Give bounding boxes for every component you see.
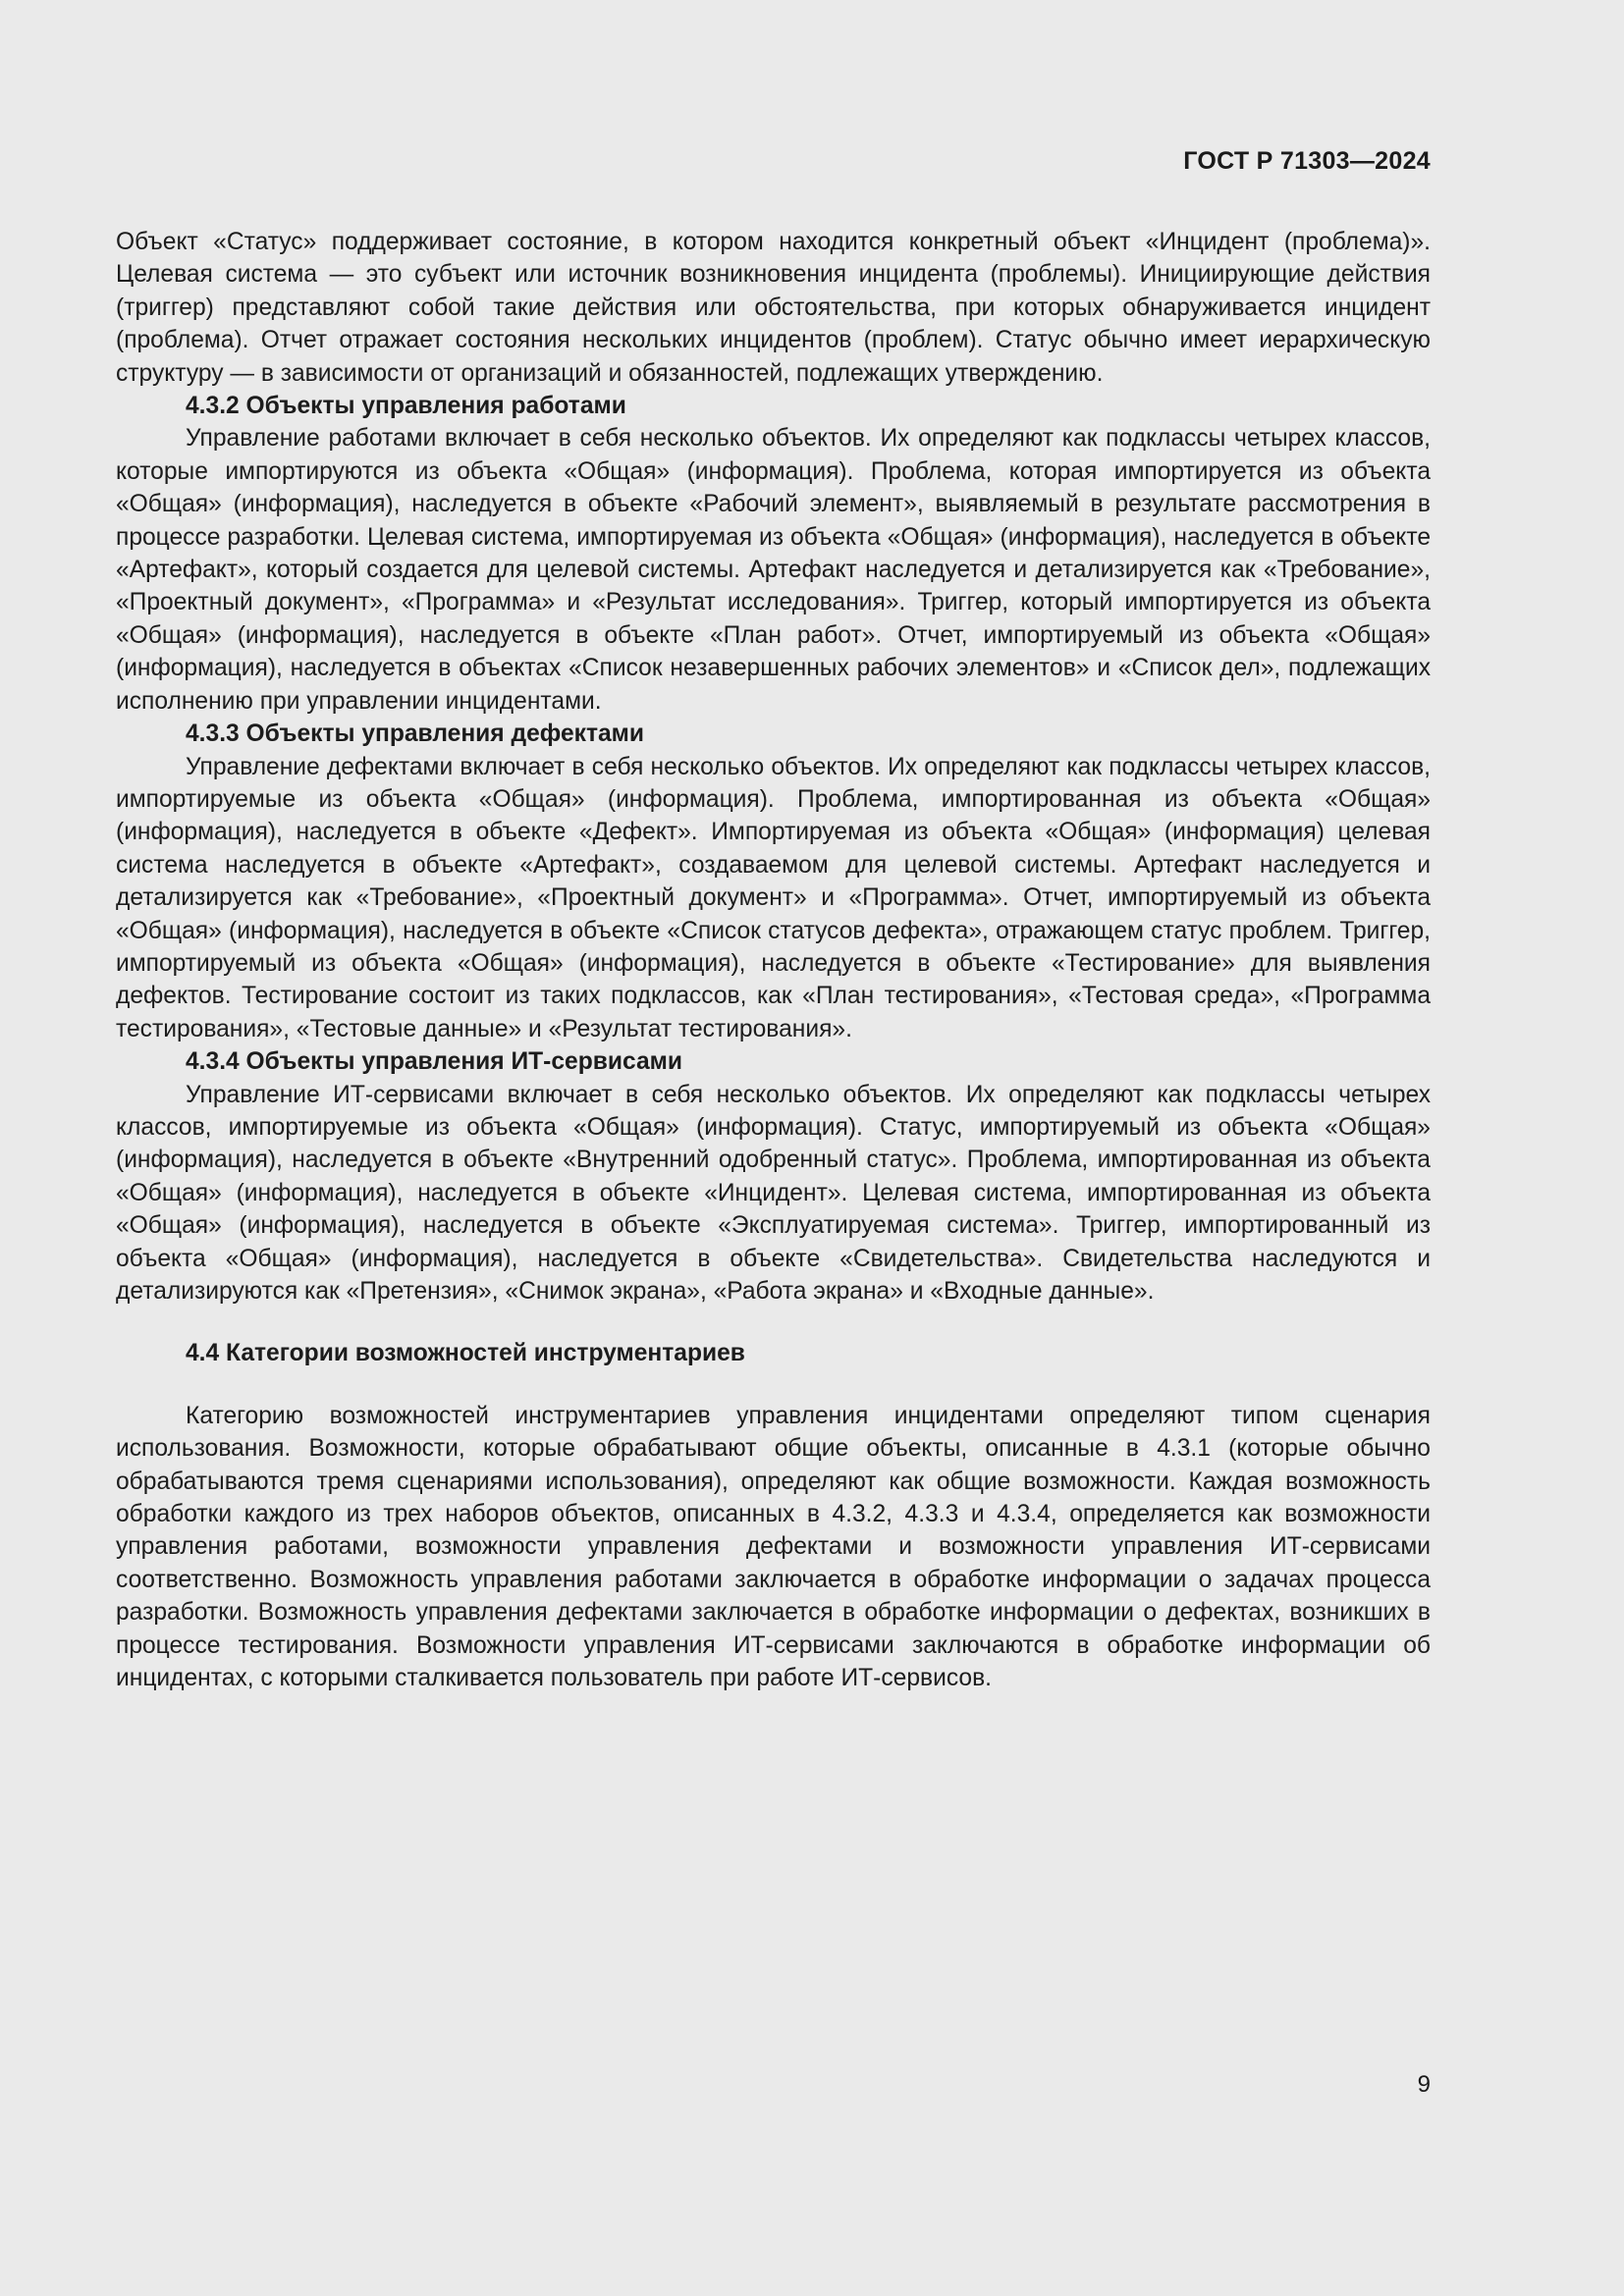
page-number: 9 xyxy=(1417,2071,1431,2098)
section-text-4-4: Категорию возможностей инструментариев управления инцидентами определяют типом сценария использования. Возможности, которые обрабатывают общие объекты, описанные в 4.3.1 (которые обычно обрабатываются тремя сценариями использования), определяют как общие возможности. Каждая возможность обработки каждого из трех наборов объектов, описанных в 4.3.2, 4.3.3 и 4.3.4, определяется как возможности управления работами, возможности управления дефектами и возможности управления ИТ-сервисами соответственно. Возможность управления работами заключается в обработке информации о задачах процесса разработки. Возможность управления дефектами заключается в обработке информации о дефектах, возникших в процессе тестирования. Возможности управления ИТ-сервисами заключаются в обработке информации об инцидентах, с которыми сталкивается пользователь при работе ИТ-сервисов. xyxy=(116,1402,1431,1692)
section-text-4-3-2: Управление работами включает в себя несколько объектов. Их определяют как подклассы четырех классов, которые импортируются из объекта «Общая» (информация). Проблема, которая импортируется из объекта «Общая» (информация), наследуется в объекте «Рабочий элемент», выявляемый в результате рассмотрения в процессе разработки. Целевая система, импортируемая из объекта «Общая» (информация), наследуется в объекте «Артефакт», который создается для целевой системы. Артефакт наследуется и детализируется как «Требование», «Проектный документ», «Программа» и «Результат исследования». Триггер, который импортируется из объекта «Общая» (информация), наследуется в объекте «План работ». Отчет, импортируемый из объекта «Общая» (информация), наследуется в объектах «Список незавершенных рабочих элементов» и «Список дел», подлежащих исполнению при управлении инцидентами. xyxy=(116,425,1431,715)
intro-paragraph: Объект «Статус» поддерживает состояние, в котором находится конкретный объект «Инцидент (проблема)». Целевая система — это субъект или источник возникновения инцидента (проблемы). Инициирующие действия (триггер) представляют собой такие действия или обстоятельства, при которых обнаруживается инцидент (проблема). Отчет отражает состояния нескольких инцидентов (проблем). Статус обычно имеет иерархическую структуру — в зависимости от организаций и обязанностей, подлежащих утверждению. xyxy=(116,229,1431,387)
section-text-4-3-3: Управление дефектами включает в себя несколько объектов. Их определяют как подклассы четырех классов, импортируемые из объекта «Общая» (информация). Проблема, импортированная из объекта «Общая» (информация), наследуется в объекте «Дефект». Импортируемая из объекта «Общая» (информация) целевая система наследуется в объекте «Артефакт», создаваемом для целевой системы. Артефакт наследуется и детализируется как «Требование», «Проектный документ» и «Программа». Отчет, импортируемый из объекта «Общая» (информация), наследуется в объекте «Список статусов дефекта», отражающем статус проблем. Триггер, импортируемый из объекта «Общая» (информация), наследуется в объекте «Тестирование» для выявления дефектов. Тестирование состоит из таких подклассов, как «План тестирования», «Тестовая среда», «Программа тестирования», «Тестовые данные» и «Результат тестирования». xyxy=(116,753,1431,1042)
section-heading-4-4: 4.4 Категории возможностей инструментариев xyxy=(186,1340,745,1367)
section-heading-4-3-2: 4.3.2 Объекты управления работами xyxy=(186,393,626,420)
document-body xyxy=(116,226,1431,1694)
section-text-4-3-4: Управление ИТ-сервисами включает в себя несколько объектов. Их определяют как подклассы четырех классов, импортируемые из объекта «Общая» (информация). Статус, импортируемый из объекта «Общая» (информация), наследуется в объекте «Внутренний одобренный статус». Проблема, импортированная из объекта «Общая» (информация), наследуется в объекте «Инцидент». Целевая система, импортированная из объекта «Общая» (информация), наследуется в объекте «Эксплуатируемая система». Триггер, импортированный из объекта «Общая» (информация), наследуется в объекте «Свидетельства». Свидетельства наследуются и детализируются как «Претензия», «Снимок экрана», «Работа экрана» и «Входные данные». xyxy=(116,1081,1431,1305)
section-heading-4-3-3: 4.3.3 Объекты управления дефектами xyxy=(186,721,644,748)
section-heading-4-3-4: 4.3.4 Объекты управления ИТ-сервисами xyxy=(186,1048,682,1076)
document-header: ГОСТ Р 71303—2024 xyxy=(1183,147,1431,175)
